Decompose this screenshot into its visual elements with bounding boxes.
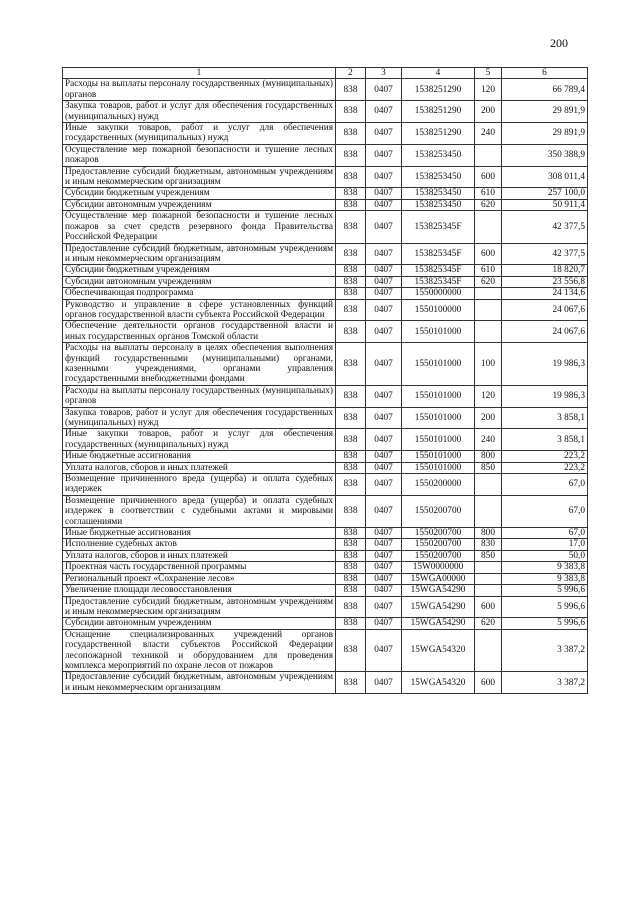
row-code: 838 xyxy=(336,144,366,166)
row-name: Проектная часть государственной программы xyxy=(63,562,336,573)
row-target-article: 1550101000 xyxy=(402,321,475,343)
row-amount: 29 891,9 xyxy=(502,123,588,145)
row-target-article: 153825345F xyxy=(402,276,475,287)
table-row xyxy=(63,276,588,287)
row-code: 838 xyxy=(336,321,366,343)
row-section: 0407 xyxy=(366,562,402,573)
row-section: 0407 xyxy=(366,265,402,276)
table-row xyxy=(63,343,588,386)
row-section: 0407 xyxy=(366,276,402,287)
row-section: 0407 xyxy=(366,243,402,265)
row-section: 0407 xyxy=(366,385,402,407)
row-expense-type: 100 xyxy=(475,343,502,386)
row-amount: 23 556,8 xyxy=(502,276,588,287)
row-target-article: 153825345F xyxy=(402,243,475,265)
row-name: Закупка товаров, работ и услуг для обеспечения государственных (муниципальных) нужд xyxy=(63,101,336,123)
table-row xyxy=(63,451,588,462)
row-section: 0407 xyxy=(366,573,402,584)
table-body xyxy=(63,79,588,694)
row-code: 838 xyxy=(336,451,366,462)
row-section: 0407 xyxy=(366,288,402,299)
row-amount: 17,0 xyxy=(502,539,588,550)
row-target-article: 15WGA54290 xyxy=(402,596,475,618)
row-expense-type: 800 xyxy=(475,451,502,462)
row-target-article: 1538251290 xyxy=(402,123,475,145)
header-row xyxy=(63,68,588,79)
row-amount: 29 891,9 xyxy=(502,101,588,123)
row-amount: 5 996,6 xyxy=(502,596,588,618)
table-row xyxy=(63,79,588,101)
row-code: 838 xyxy=(336,550,366,561)
row-section: 0407 xyxy=(366,79,402,101)
row-amount: 19 986,3 xyxy=(502,343,588,386)
row-name: Предоставление субсидий бюджетным, автономным учреждениям и иным некоммерческим организациям xyxy=(63,243,336,265)
row-expense-type: 620 xyxy=(475,276,502,287)
row-expense-type xyxy=(475,474,502,496)
row-name: Уплата налогов, сборов и иных платежей xyxy=(63,550,336,561)
row-section: 0407 xyxy=(366,211,402,243)
row-name: Увеличение площади лесовосстановления xyxy=(63,585,336,596)
table-row xyxy=(63,407,588,429)
table-row xyxy=(63,123,588,145)
row-amount: 3 387,2 xyxy=(502,629,588,672)
row-target-article: 1550101000 xyxy=(402,385,475,407)
row-code: 838 xyxy=(336,123,366,145)
row-amount: 42 377,5 xyxy=(502,243,588,265)
table-row xyxy=(63,528,588,539)
row-section: 0407 xyxy=(366,343,402,386)
table-row xyxy=(63,462,588,473)
table-row xyxy=(63,101,588,123)
row-amount: 223,2 xyxy=(502,462,588,473)
row-code: 838 xyxy=(336,462,366,473)
row-expense-type: 610 xyxy=(475,265,502,276)
row-target-article: 1550101000 xyxy=(402,462,475,473)
table-row xyxy=(63,144,588,166)
table-row xyxy=(63,618,588,629)
row-amount: 5 996,6 xyxy=(502,618,588,629)
row-code: 838 xyxy=(336,573,366,584)
row-target-article: 1550200700 xyxy=(402,495,475,527)
row-expense-type xyxy=(475,585,502,596)
row-target-article: 153825345F xyxy=(402,211,475,243)
header-col-4: 4 xyxy=(402,68,475,79)
row-amount: 66 789,4 xyxy=(502,79,588,101)
header-col-5: 5 xyxy=(475,68,502,79)
row-expense-type xyxy=(475,573,502,584)
row-expense-type xyxy=(475,211,502,243)
row-expense-type: 240 xyxy=(475,123,502,145)
row-expense-type: 240 xyxy=(475,429,502,451)
row-expense-type: 200 xyxy=(475,407,502,429)
row-name: Предоставление субсидий бюджетным, автономным учреждениям и иным некоммерческим организациям xyxy=(63,166,336,188)
row-amount: 3 858,1 xyxy=(502,407,588,429)
row-expense-type: 610 xyxy=(475,188,502,199)
row-code: 838 xyxy=(336,474,366,496)
row-target-article: 1538253450 xyxy=(402,166,475,188)
row-expense-type xyxy=(475,144,502,166)
budget-table xyxy=(62,67,588,694)
row-target-article: 1550101000 xyxy=(402,407,475,429)
table-row xyxy=(63,299,588,321)
row-amount: 18 820,7 xyxy=(502,265,588,276)
table-row xyxy=(63,166,588,188)
row-code: 838 xyxy=(336,539,366,550)
table-row xyxy=(63,629,588,672)
row-name: Возмещение причиненного вреда (ущерба) и оплата судебных издержек xyxy=(63,474,336,496)
row-code: 838 xyxy=(336,585,366,596)
row-code: 838 xyxy=(336,199,366,210)
row-amount: 24 067,6 xyxy=(502,299,588,321)
row-code: 838 xyxy=(336,407,366,429)
row-expense-type xyxy=(475,495,502,527)
row-expense-type: 830 xyxy=(475,539,502,550)
row-amount: 257 100,0 xyxy=(502,188,588,199)
row-code: 838 xyxy=(336,672,366,694)
row-section: 0407 xyxy=(366,199,402,210)
row-target-article: 15WGA54320 xyxy=(402,629,475,672)
row-section: 0407 xyxy=(366,407,402,429)
row-section: 0407 xyxy=(366,629,402,672)
row-name: Иные закупки товаров, работ и услуг для обеспечения государственных (муниципальных) нужд xyxy=(63,429,336,451)
row-code: 838 xyxy=(336,211,366,243)
row-expense-type: 620 xyxy=(475,199,502,210)
row-target-article: 1550200000 xyxy=(402,474,475,496)
row-target-article: 15W0000000 xyxy=(402,562,475,573)
table-row xyxy=(63,539,588,550)
page-number: 200 xyxy=(550,36,568,50)
row-section: 0407 xyxy=(366,618,402,629)
header-col-2: 2 xyxy=(336,68,366,79)
row-target-article: 1538251290 xyxy=(402,79,475,101)
row-name: Иные закупки товаров, работ и услуг для обеспечения государственных (муниципальных) нужд xyxy=(63,123,336,145)
row-name: Расходы на выплаты персоналу в целях обеспечения выполнения функций государственными (муниципальными) органами, казенными учреждениями, органами управления государственными внебюджетными фондами xyxy=(63,343,336,386)
row-code: 838 xyxy=(336,495,366,527)
row-name: Осуществление мер пожарной безопасности и тушение лесных пожаров за счет средств резервного фонда Правительства Российской Федерации xyxy=(63,211,336,243)
table-row xyxy=(63,672,588,694)
table-row xyxy=(63,288,588,299)
row-amount: 67,0 xyxy=(502,474,588,496)
row-amount: 19 986,3 xyxy=(502,385,588,407)
row-section: 0407 xyxy=(366,101,402,123)
row-amount: 42 377,5 xyxy=(502,211,588,243)
row-section: 0407 xyxy=(366,166,402,188)
row-target-article: 1550000000 xyxy=(402,288,475,299)
row-section: 0407 xyxy=(366,451,402,462)
row-code: 838 xyxy=(336,429,366,451)
row-target-article: 15WGA54320 xyxy=(402,672,475,694)
row-code: 838 xyxy=(336,243,366,265)
header-col-1: 1 xyxy=(63,68,336,79)
row-code: 838 xyxy=(336,79,366,101)
row-name: Возмещение причиненного вреда (ущерба) и оплата судебных издержек в соответствии с судебными актами и мировыми соглашениями xyxy=(63,495,336,527)
row-code: 838 xyxy=(336,276,366,287)
row-amount: 24 067,6 xyxy=(502,321,588,343)
table-row xyxy=(63,188,588,199)
row-name: Расходы на выплаты персоналу государственных (муниципальных) органов xyxy=(63,385,336,407)
row-name: Расходы на выплаты персоналу государственных (муниципальных) органов xyxy=(63,79,336,101)
row-target-article: 1538253450 xyxy=(402,199,475,210)
row-section: 0407 xyxy=(366,462,402,473)
row-name: Региональный проект «Сохранение лесов» xyxy=(63,573,336,584)
row-expense-type: 850 xyxy=(475,462,502,473)
row-target-article: 1538253450 xyxy=(402,144,475,166)
row-expense-type: 600 xyxy=(475,596,502,618)
row-code: 838 xyxy=(336,299,366,321)
row-target-article: 153825345F xyxy=(402,265,475,276)
row-code: 838 xyxy=(336,629,366,672)
row-amount: 308 011,4 xyxy=(502,166,588,188)
table-row xyxy=(63,211,588,243)
row-section: 0407 xyxy=(366,299,402,321)
row-name: Предоставление субсидий бюджетным, автономным учреждениям и иным некоммерческим организациям xyxy=(63,672,336,694)
row-name: Субсидии автономным учреждениям xyxy=(63,276,336,287)
row-name: Субсидии бюджетным учреждениям xyxy=(63,265,336,276)
row-amount: 3 387,2 xyxy=(502,672,588,694)
row-amount: 50 911,4 xyxy=(502,199,588,210)
row-amount: 350 388,9 xyxy=(502,144,588,166)
row-name: Исполнение судебных актов xyxy=(63,539,336,550)
row-name: Иные бюджетные ассигнования xyxy=(63,528,336,539)
row-section: 0407 xyxy=(366,144,402,166)
row-code: 838 xyxy=(336,596,366,618)
table-row xyxy=(63,429,588,451)
row-name: Уплата налогов, сборов и иных платежей xyxy=(63,462,336,473)
row-expense-type: 800 xyxy=(475,528,502,539)
row-code: 838 xyxy=(336,188,366,199)
row-target-article: 1550200700 xyxy=(402,528,475,539)
row-code: 838 xyxy=(336,385,366,407)
row-target-article: 15WGA00000 xyxy=(402,573,475,584)
table-row xyxy=(63,265,588,276)
row-name: Оснащение специализированных учреждений органов государственной власти субъектов Российской Федерации лесопожарной техникой и оборудованием для проведения комплекса мероприятий по охране лесов от пожаров xyxy=(63,629,336,672)
row-amount: 9 383,8 xyxy=(502,562,588,573)
row-expense-type xyxy=(475,629,502,672)
row-name: Обеспечивающая подпрограмма xyxy=(63,288,336,299)
row-expense-type xyxy=(475,299,502,321)
row-name: Обеспечение деятельности органов государственной власти и иных государственных органов Томской области xyxy=(63,321,336,343)
row-name: Руководство и управление в сфере установленных функций органов государственной власти субъекта Российской Федерации xyxy=(63,299,336,321)
row-name: Иные бюджетные ассигнования xyxy=(63,451,336,462)
row-code: 838 xyxy=(336,166,366,188)
row-section: 0407 xyxy=(366,539,402,550)
row-section: 0407 xyxy=(366,495,402,527)
row-section: 0407 xyxy=(366,188,402,199)
table-row xyxy=(63,199,588,210)
table-row xyxy=(63,243,588,265)
row-target-article: 1550101000 xyxy=(402,451,475,462)
row-expense-type: 200 xyxy=(475,101,502,123)
row-name: Субсидии автономным учреждениям xyxy=(63,199,336,210)
row-target-article: 1550200700 xyxy=(402,539,475,550)
row-name: Предоставление субсидий бюджетным, автономным учреждениям и иным некоммерческим организациям xyxy=(63,596,336,618)
row-section: 0407 xyxy=(366,429,402,451)
row-expense-type: 120 xyxy=(475,385,502,407)
row-section: 0407 xyxy=(366,672,402,694)
row-expense-type: 620 xyxy=(475,618,502,629)
row-amount: 223,2 xyxy=(502,451,588,462)
row-expense-type: 600 xyxy=(475,672,502,694)
row-expense-type: 600 xyxy=(475,166,502,188)
row-code: 838 xyxy=(336,562,366,573)
row-amount: 5 996,6 xyxy=(502,585,588,596)
row-code: 838 xyxy=(336,618,366,629)
row-code: 838 xyxy=(336,528,366,539)
table-row xyxy=(63,495,588,527)
row-name: Закупка товаров, работ и услуг для обеспечения государственных (муниципальных) нужд xyxy=(63,407,336,429)
row-target-article: 1538251290 xyxy=(402,101,475,123)
row-amount: 9 383,8 xyxy=(502,573,588,584)
row-section: 0407 xyxy=(366,585,402,596)
row-section: 0407 xyxy=(366,528,402,539)
table-row xyxy=(63,474,588,496)
row-target-article: 15WGA54290 xyxy=(402,618,475,629)
row-amount: 67,0 xyxy=(502,495,588,527)
table-row xyxy=(63,562,588,573)
row-name: Осуществление мер пожарной безопасности и тушение лесных пожаров xyxy=(63,144,336,166)
table-row xyxy=(63,585,588,596)
row-code: 838 xyxy=(336,101,366,123)
header-col-3: 3 xyxy=(366,68,402,79)
row-amount: 50,0 xyxy=(502,550,588,561)
row-name: Субсидии бюджетным учреждениям xyxy=(63,188,336,199)
row-name: Субсидии автономным учреждениям xyxy=(63,618,336,629)
row-code: 838 xyxy=(336,343,366,386)
row-amount: 3 858,1 xyxy=(502,429,588,451)
row-amount: 67,0 xyxy=(502,528,588,539)
table-row xyxy=(63,385,588,407)
row-expense-type xyxy=(475,321,502,343)
row-section: 0407 xyxy=(366,550,402,561)
row-target-article: 1550200700 xyxy=(402,550,475,561)
row-section: 0407 xyxy=(366,123,402,145)
row-section: 0407 xyxy=(366,596,402,618)
row-expense-type: 850 xyxy=(475,550,502,561)
table-row xyxy=(63,573,588,584)
row-amount: 24 134,6 xyxy=(502,288,588,299)
row-target-article: 1538253450 xyxy=(402,188,475,199)
row-expense-type: 120 xyxy=(475,79,502,101)
row-section: 0407 xyxy=(366,474,402,496)
row-expense-type xyxy=(475,288,502,299)
table-row xyxy=(63,596,588,618)
row-code: 838 xyxy=(336,265,366,276)
header-col-6: 6 xyxy=(502,68,588,79)
row-target-article: 1550100000 xyxy=(402,299,475,321)
row-code: 838 xyxy=(336,288,366,299)
row-target-article: 1550101000 xyxy=(402,429,475,451)
row-section: 0407 xyxy=(366,321,402,343)
row-expense-type: 600 xyxy=(475,243,502,265)
row-target-article: 1550101000 xyxy=(402,343,475,386)
row-target-article: 15WGA54290 xyxy=(402,585,475,596)
row-expense-type xyxy=(475,562,502,573)
table-row xyxy=(63,321,588,343)
table-row xyxy=(63,550,588,561)
